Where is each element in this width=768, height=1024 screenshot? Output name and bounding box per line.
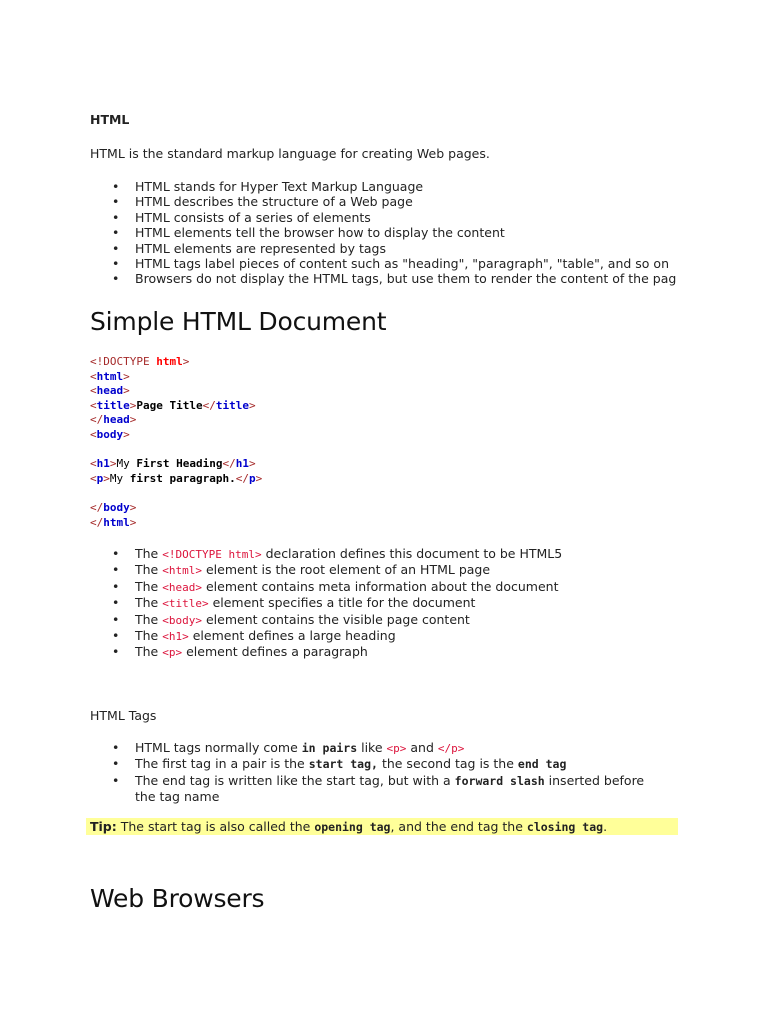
section-title-simple-html-document: Simple HTML Document: [90, 307, 387, 336]
bullet-icon: •: [112, 740, 120, 755]
list-item: • The <p> element defines a paragraph: [112, 644, 368, 660]
list-item: • The <h1> element defines a large heading: [112, 628, 396, 644]
bullet-icon: •: [112, 546, 120, 561]
code-line-head-close: </head>: [90, 413, 137, 427]
code-line-body-open: <body>: [90, 427, 130, 441]
bullet-icon: •: [112, 225, 120, 241]
bullet-icon: •: [112, 179, 120, 194]
code-line-head-open: <head>: [90, 384, 130, 398]
html-facts-list: [90, 179, 676, 287]
list-item: • HTML tags normally come in pairs like <p> and </p>: [112, 740, 465, 755]
list-item: • HTML elements tell the browser how to display the content: [112, 225, 505, 241]
code-line-title: <title>Page Title</title>: [90, 398, 256, 412]
list-item: • The <title> element specifies a title for the document: [112, 595, 476, 611]
list-item: • The end tag is written like the start tag, but with a forward slash inserted before the tag name: [112, 772, 645, 805]
bullet-icon: •: [112, 611, 120, 627]
list-item: • HTML describes the structure of a Web page: [112, 194, 413, 210]
bullet-icon: •: [112, 256, 120, 272]
list-item: • HTML consists of a series of elements: [112, 209, 371, 225]
heading-html: HTML: [90, 112, 130, 127]
list-item: • The first tag in a pair is the start tag, the second tag is the end tag: [112, 756, 567, 772]
heading-html-tags: HTML Tags: [90, 708, 157, 723]
list-item: • The <!DOCTYPE html> declaration defines this document to be HTML5: [112, 546, 563, 561]
bullet-icon: •: [112, 209, 120, 225]
code-line-html-close: </html>: [90, 515, 137, 529]
bullet-icon: •: [112, 562, 120, 578]
list-item: • The <html> element is the root element of an HTML page: [112, 562, 491, 578]
bullet-icon: •: [112, 756, 120, 772]
code-line-body-close: </body>: [90, 500, 137, 514]
section-title-web-browsers: Web Browsers: [90, 884, 265, 913]
code-example: [90, 355, 262, 530]
bullet-icon: •: [112, 578, 120, 594]
bullet-icon: •: [112, 194, 120, 210]
code-line-blank: [90, 486, 262, 501]
code-line-blank: [90, 443, 262, 458]
bullet-icon: •: [112, 240, 120, 256]
code-line-p: <p>My first paragraph.</p>: [90, 471, 263, 485]
bullet-icon: •: [112, 772, 120, 788]
list-item: • The <body> element contains the visible page content: [112, 611, 470, 627]
bullet-icon: •: [112, 271, 120, 287]
bullet-icon: •: [112, 628, 120, 644]
intro-paragraph: HTML is the standard markup language for creating Web pages.: [90, 146, 490, 161]
list-item: • HTML stands for Hyper Text Markup Language: [112, 179, 424, 194]
list-item: • The <head> element contains meta information about the document: [112, 578, 559, 594]
list-item: • HTML elements are represented by tags: [112, 240, 386, 256]
list-item: • HTML tags label pieces of content such as "heading", "paragraph", "table", and so on: [112, 256, 670, 272]
tip-text: Tip: The start tag is also called the opening tag, and the end tag the closing tag.: [90, 819, 608, 834]
element-explanations-list: [90, 546, 562, 661]
code-line-doctype: <!DOCTYPE html>: [90, 355, 190, 368]
code-line-h1: <h1>My First Heading</h1>: [90, 457, 256, 471]
code-line-html-open: <html>: [90, 369, 130, 383]
html-tags-list: [90, 740, 660, 805]
list-item: • Browsers do not display the HTML tags, but use them to render the content of the pag: [112, 271, 677, 287]
bullet-icon: •: [112, 595, 120, 611]
bullet-icon: •: [112, 644, 120, 660]
